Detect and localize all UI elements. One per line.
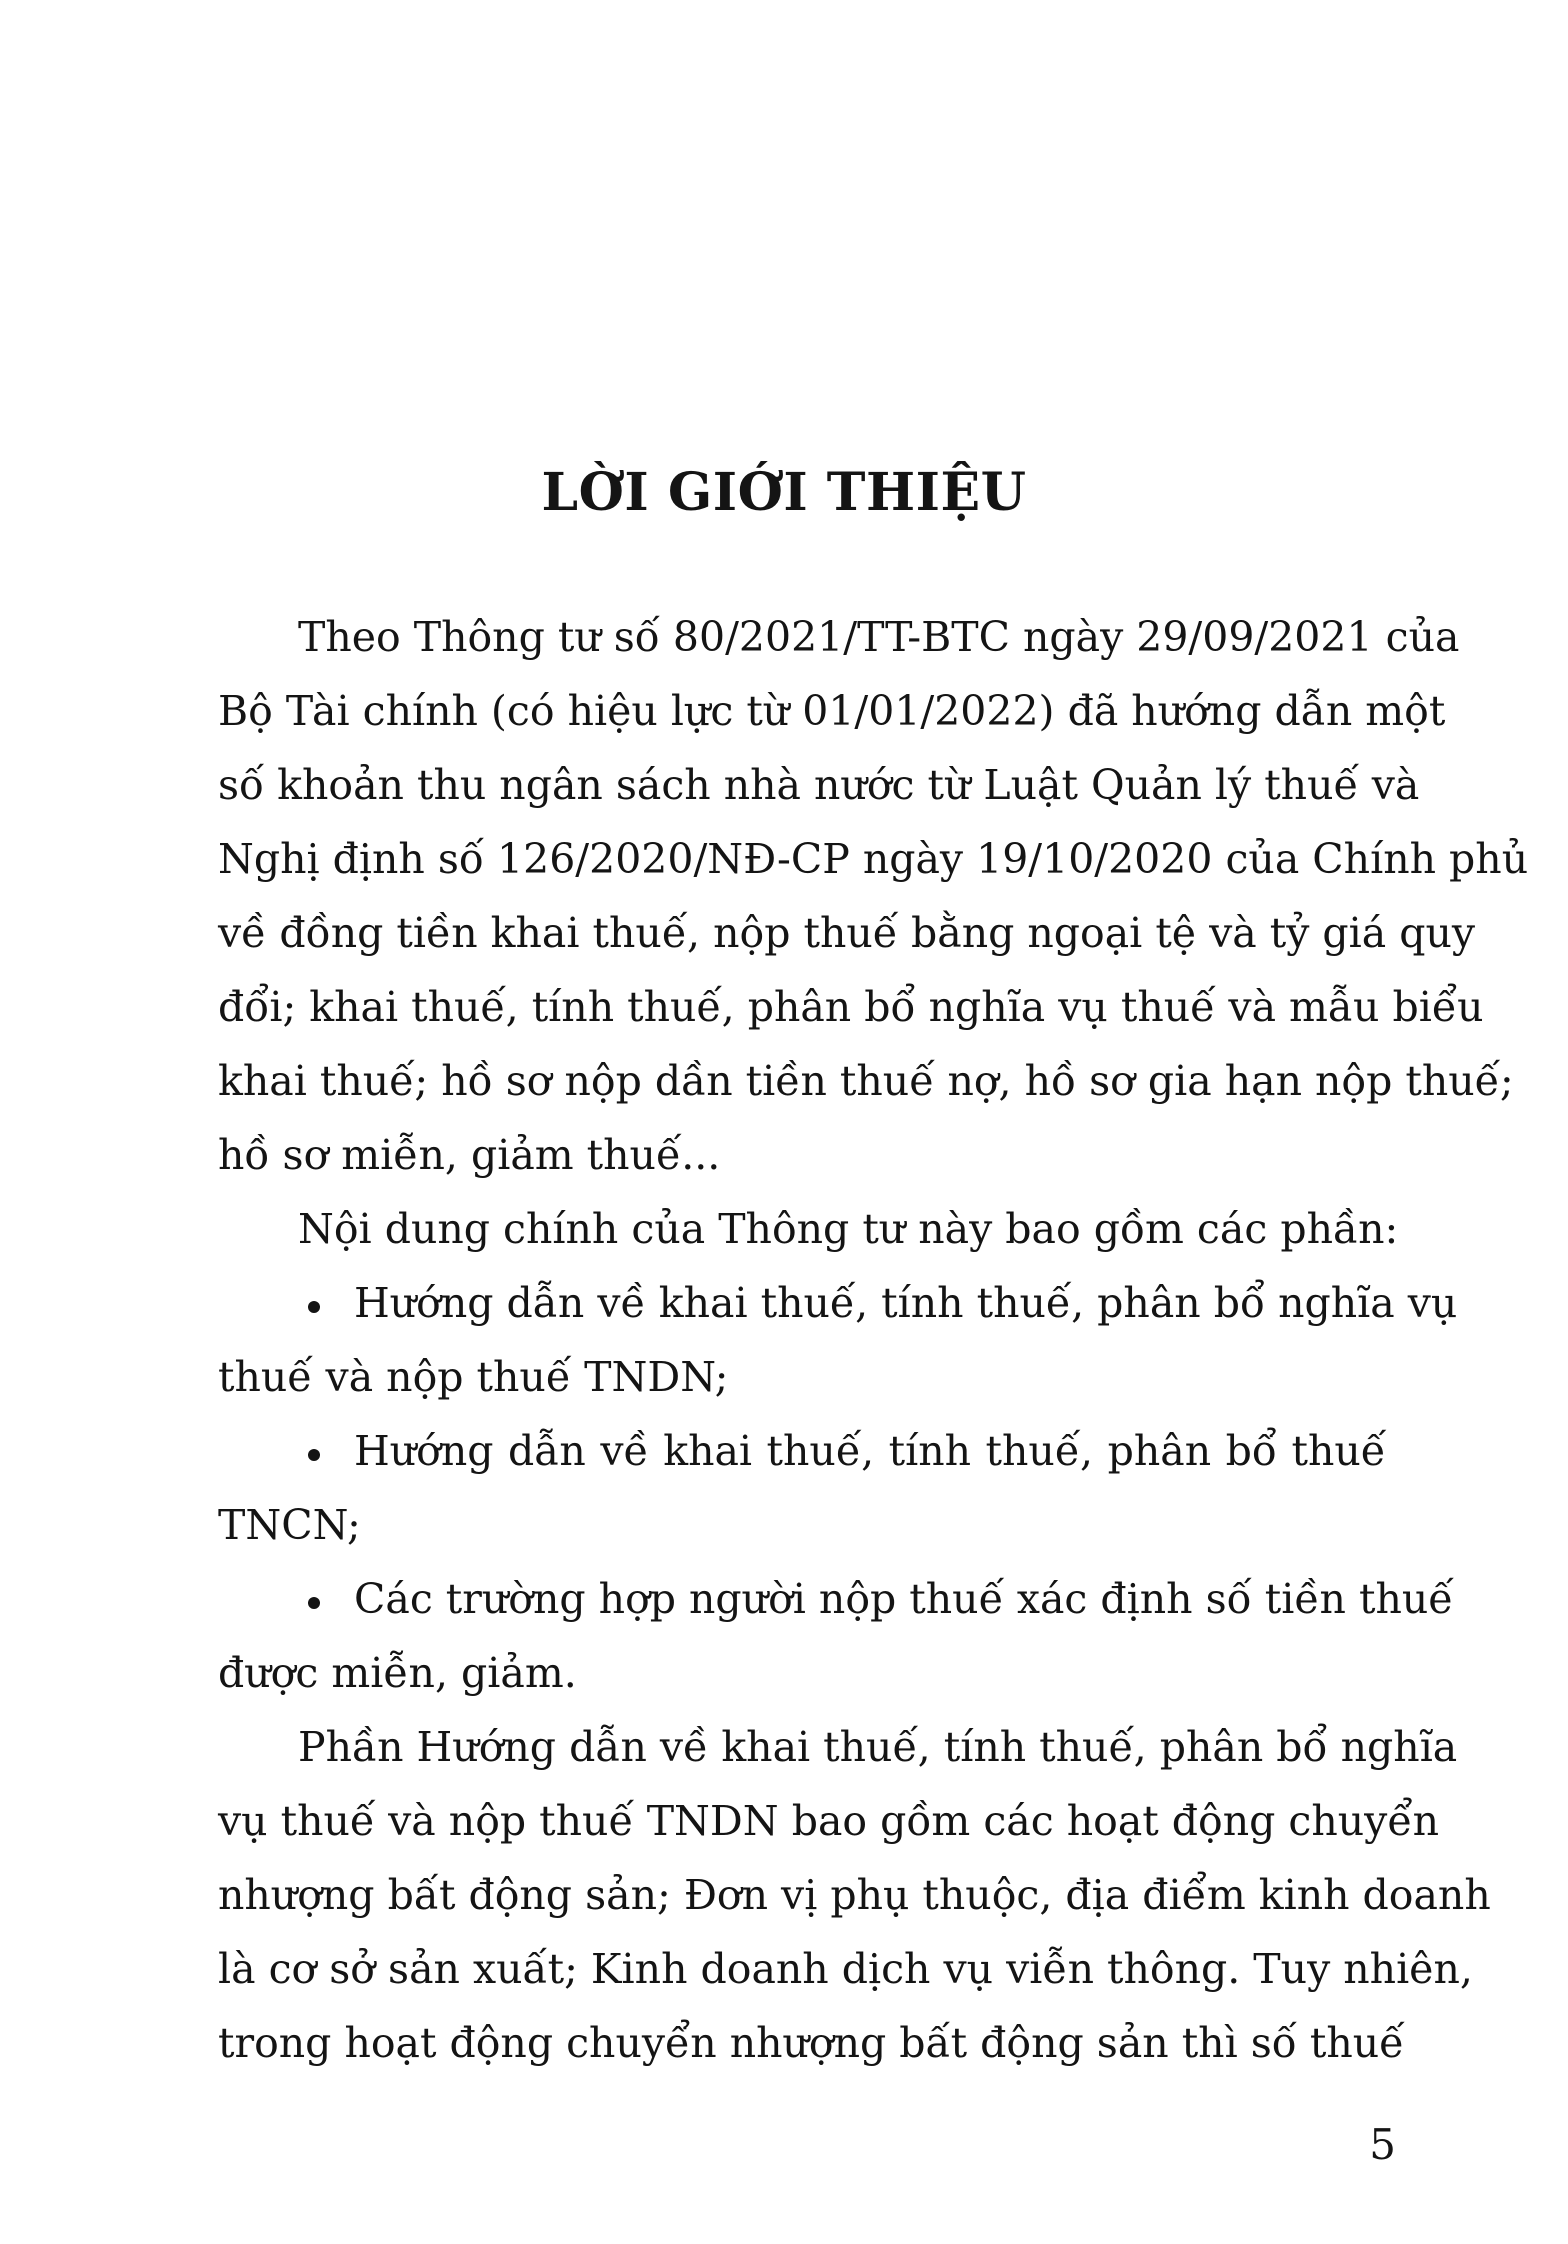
bullet-icon bbox=[308, 1449, 320, 1461]
paragraph-line: Theo Thông tư số 80/2021/TT-BTC ngày 29/09/2021 của bbox=[298, 613, 1460, 661]
paragraph-line: vụ thuế và nộp thuế TNDN bao gồm các hoạt động chuyển bbox=[218, 1797, 1439, 1845]
bullet-text: Hướng dẫn về khai thuế, tính thuế, phân bổ thuế bbox=[354, 1427, 1386, 1475]
paragraph-line: Nghị định số 126/2020/NĐ-CP ngày 19/10/2020 của Chính phủ bbox=[218, 835, 1529, 883]
paragraph-line: số khoản thu ngân sách nhà nước từ Luật Quản lý thuế và bbox=[218, 761, 1420, 809]
bullet-icon bbox=[308, 1301, 320, 1313]
paragraph-line: Phần Hướng dẫn về khai thuế, tính thuế, phân bổ nghĩa bbox=[298, 1723, 1458, 1771]
paragraph-line: Nội dung chính của Thông tư này bao gồm các phần: bbox=[298, 1205, 1399, 1253]
paragraph-line: nhượng bất động sản; Đơn vị phụ thuộc, địa điểm kinh doanh bbox=[218, 1871, 1491, 1919]
bullet-item bbox=[308, 1575, 1454, 1623]
bullet-continuation: TNCN; bbox=[218, 1501, 361, 1549]
page-number: 5 bbox=[1369, 2120, 1396, 2169]
bullet-icon bbox=[308, 1597, 320, 1609]
paragraph-line: trong hoạt động chuyển nhượng bất động sản thì số thuế bbox=[218, 2019, 1405, 2067]
paragraph-line: là cơ sở sản xuất; Kinh doanh dịch vụ viễn thông. Tuy nhiên, bbox=[218, 1945, 1473, 1993]
bullet-continuation: thuế và nộp thuế TNDN; bbox=[218, 1353, 729, 1401]
paragraph-line: hồ sơ miễn, giảm thuế... bbox=[218, 1131, 721, 1179]
page-title: LỜI GIỚI THIỆU bbox=[541, 462, 1027, 523]
paragraph-line: Bộ Tài chính (có hiệu lực từ 01/01/2022) đã hướng dẫn một bbox=[218, 687, 1446, 735]
bullet-item bbox=[308, 1427, 1386, 1475]
paragraph-line: khai thuế; hồ sơ nộp dần tiền thuế nợ, hồ sơ gia hạn nộp thuế; bbox=[218, 1057, 1514, 1105]
bullet-text: Các trường hợp người nộp thuế xác định số tiền thuế bbox=[354, 1575, 1454, 1623]
bullet-continuation: được miễn, giảm. bbox=[218, 1649, 577, 1697]
paragraph-line: đổi; khai thuế, tính thuế, phân bổ nghĩa vụ thuế và mẫu biểu bbox=[218, 983, 1484, 1031]
bullet-text: Hướng dẫn về khai thuế, tính thuế, phân bổ nghĩa vụ bbox=[354, 1279, 1458, 1327]
paragraph-line: về đồng tiền khai thuế, nộp thuế bằng ngoại tệ và tỷ giá quy bbox=[218, 909, 1476, 957]
bullet-item bbox=[308, 1279, 1458, 1327]
